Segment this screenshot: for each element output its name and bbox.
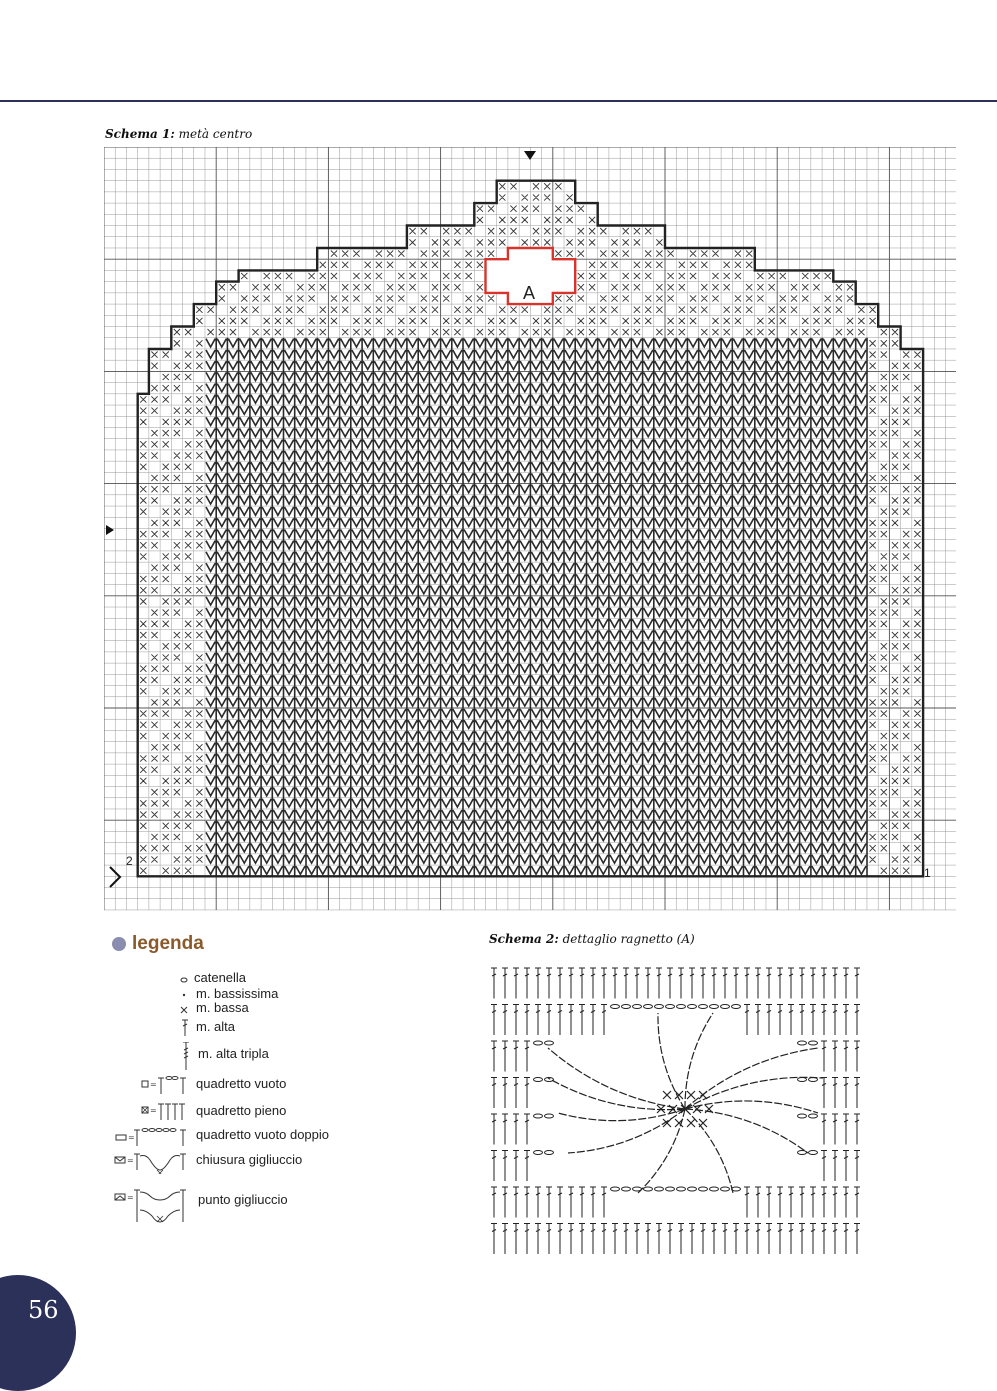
legend-item-open-mesh — [112, 1074, 372, 1094]
filled-mesh-symbol-icon — [112, 1100, 196, 1122]
schema1-marker-A: A — [522, 283, 536, 303]
schema1-row-label-left: 2 — [126, 854, 133, 868]
legend-title: legenda — [132, 933, 204, 954]
arrow-right-icon — [106, 525, 114, 535]
page-number-badge — [0, 1275, 76, 1391]
arrow-down-icon — [524, 151, 536, 160]
double-open-mesh-symbol-icon — [112, 1126, 196, 1148]
legend-label: quadretto vuoto doppio — [196, 1127, 329, 1142]
schema2-subtitle: dettaglio ragnetto (A) — [562, 932, 695, 946]
legend-label: m. bassa — [196, 1000, 249, 1015]
legend-label: chiusura gigliuccio — [196, 1152, 303, 1167]
legend-item-triple-crochet — [112, 1042, 372, 1062]
legend-label: quadretto vuoto — [196, 1076, 287, 1091]
schema1-caption — [105, 127, 252, 141]
svg-text:=: = — [128, 1133, 135, 1142]
legend-heading — [112, 933, 204, 955]
schema1-filet-chart — [104, 147, 956, 911]
schema1-label: Schema 1: — [105, 127, 175, 141]
schema1-subtitle: metà centro — [178, 127, 253, 141]
lacet-close-symbol-icon — [112, 1150, 196, 1174]
legend-item-lacet-close — [112, 1150, 372, 1170]
svg-text:=: = — [150, 1080, 157, 1089]
legend-label: m. alta — [196, 1019, 236, 1034]
svg-text:=: = — [127, 1193, 134, 1202]
legend-item-double-crochet — [112, 1018, 372, 1038]
legend-item-lacet-stitch — [112, 1186, 372, 1226]
single-crochet-symbol-icon — [112, 1000, 192, 1020]
triple-crochet-symbol-icon — [112, 1042, 192, 1072]
legend-label: m. bassissima — [196, 986, 279, 1001]
legend-label: quadretto pieno — [196, 1103, 287, 1118]
double-crochet-symbol-icon — [112, 1018, 192, 1040]
top-rule — [0, 100, 997, 102]
legend-label: catenella — [194, 970, 247, 985]
legend-label: m. alta tripla — [198, 1046, 269, 1061]
legend-item-double-open-mesh — [112, 1126, 372, 1146]
page-number: 56 — [28, 1296, 59, 1324]
schema2-label: Schema 2: — [489, 932, 559, 946]
open-mesh-symbol-icon — [112, 1074, 196, 1096]
schema2-detail-chart — [488, 963, 882, 1255]
legend-bullet-icon — [112, 937, 126, 951]
legend-item-single-crochet — [112, 1000, 372, 1020]
svg-text:=: = — [127, 1156, 134, 1165]
schema1-row-label-right: 1 — [924, 866, 931, 880]
schema2-stitches — [491, 968, 860, 1254]
svg-text:=: = — [150, 1106, 157, 1115]
schema2-caption — [489, 932, 695, 946]
legend-item-filled-mesh — [112, 1100, 372, 1120]
legend-label: punto gigliuccio — [198, 1192, 288, 1207]
lacet-stitch-symbol-icon — [112, 1186, 196, 1228]
